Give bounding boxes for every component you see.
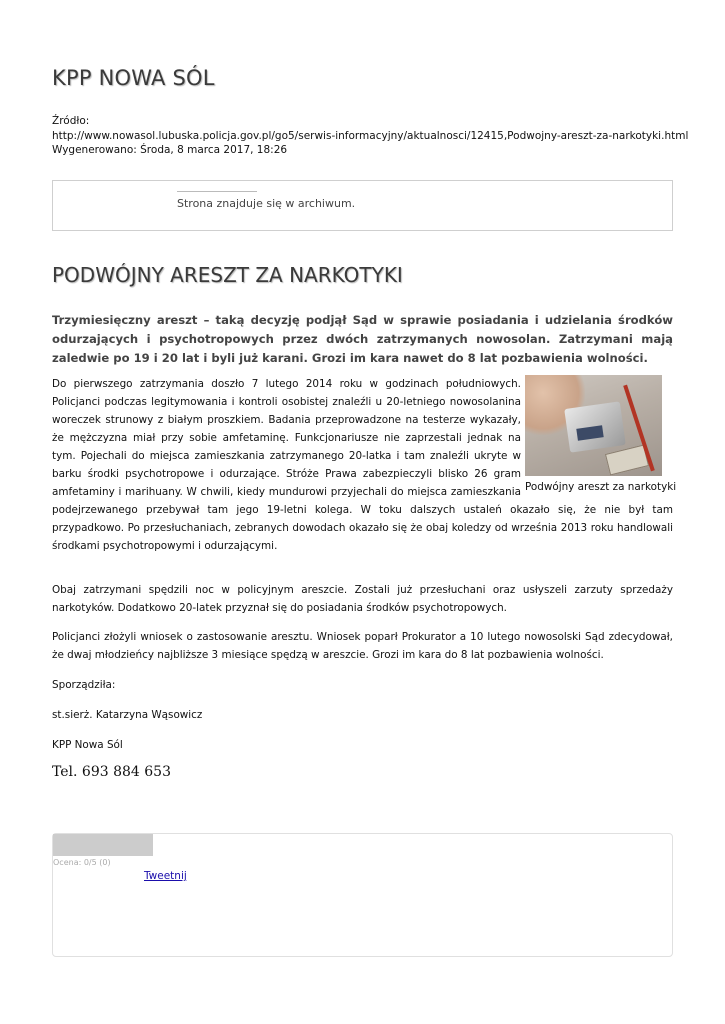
author-label: Sporządziła: — [52, 679, 116, 691]
article-paragraph-3: Policjanci złożyli wniosek o zastosowanie aresztu. Wniosek poparł Prokurator a 10 lutego nowosolski Sąd zdecydował, że dwaj młodzieńcy najbliższe 3 miesiące spędzą w areszcie. Grozi im kara do 8 lat pozbawienia wolności. — [52, 631, 673, 661]
photo-bag — [605, 444, 649, 475]
archive-divider — [177, 191, 257, 192]
site-title: KPP NOWA SÓL — [52, 66, 215, 90]
article-paragraph-2: Obaj zatrzymani spędzili noc w policyjnym areszcie. Zostali już przesłuchani oraz usłyszeli zarzuty sprzedaży narkotyków. Dodatkowo 20-latek przyznał się do posiadania środków psychotropowych. — [52, 584, 673, 614]
source-meta — [52, 114, 688, 158]
image-caption: Podwójny areszt za narkotyki — [525, 481, 677, 493]
source-url: http://www.nowasol.lubuska.policja.gov.pl/go5/serwis-informacyjny/aktualnosci/12415,Podwojny-areszt-za-narkotyki.html — [52, 129, 689, 142]
rating-stars[interactable] — [53, 834, 153, 856]
archive-notice-box — [52, 180, 673, 231]
rating-box — [52, 833, 673, 957]
article-paragraph-1: Do pierwszego zatrzymania doszło 7 lutego 2014 roku w godzinach południowych. Policjanci podczas legitymowania i kontroli osobistej znaleźli u 20-letniego nowosolanina woreczek strunowy z białym proszkiem. Badania przeprowadzone na testerze wykazały, że mężczyzna miał przy sobie amfetaminę. Funkcjonariusze nie zaprzestali jednak na tym. Pojechali do miejsca zamieszkania zatrzymanego 20-latka i tam znaleźli ukryte w barku środki psychotropowe i odurzające. Stróże Prawa zabezpieczyli blisko 26 gram amfetaminy i marihuany. W chwili, kiedy mundurowi przyjechali do miejsca zamieszkania podejrzewanego przebywał tam jego 19-letni kolega. W toku dalszych ustaleń okazało się, że nie był tam przypadkowo. Po przesłuchaniach, zebranych dowodach okazało się że obaj koledzy od września 2013 roku handlowali środkami psychotropowymi i odurzającymi. — [52, 378, 673, 552]
article-lead: Trzymiesięczny areszt – taką decyzję podjął Sąd w sprawie posiadania i udzielania środków odurzających i psychotropowych przez dwóch zatrzymanych nowosolan. Zatrzymani mają zaledwie po 19 i 20 lat i byli już karani. Grozi im kara nawet do 8 lat pozbawienia wolności. — [52, 313, 673, 365]
author-name: st.sierż. Katarzyna Wąsowicz — [52, 709, 203, 721]
article-figure — [525, 375, 677, 494]
tweet-link[interactable]: Tweetnij — [144, 870, 187, 882]
source-label: Źródło: — [52, 115, 90, 127]
unit-name: KPP Nowa Sól — [52, 739, 123, 751]
rating-text: Ocena: 0/5 (0) — [53, 858, 111, 867]
article-photo[interactable] — [525, 375, 662, 476]
article-title: PODWÓJNY ARESZT ZA NARKOTYKI — [52, 263, 403, 287]
article-body — [52, 375, 677, 555]
generated-date: Wygenerowano: Środa, 8 marca 2017, 18:26 — [52, 144, 288, 156]
archive-notice: Strona znajduje się w archiwum. — [177, 197, 356, 210]
phone-number: Tel. 693 884 653 — [52, 764, 171, 780]
